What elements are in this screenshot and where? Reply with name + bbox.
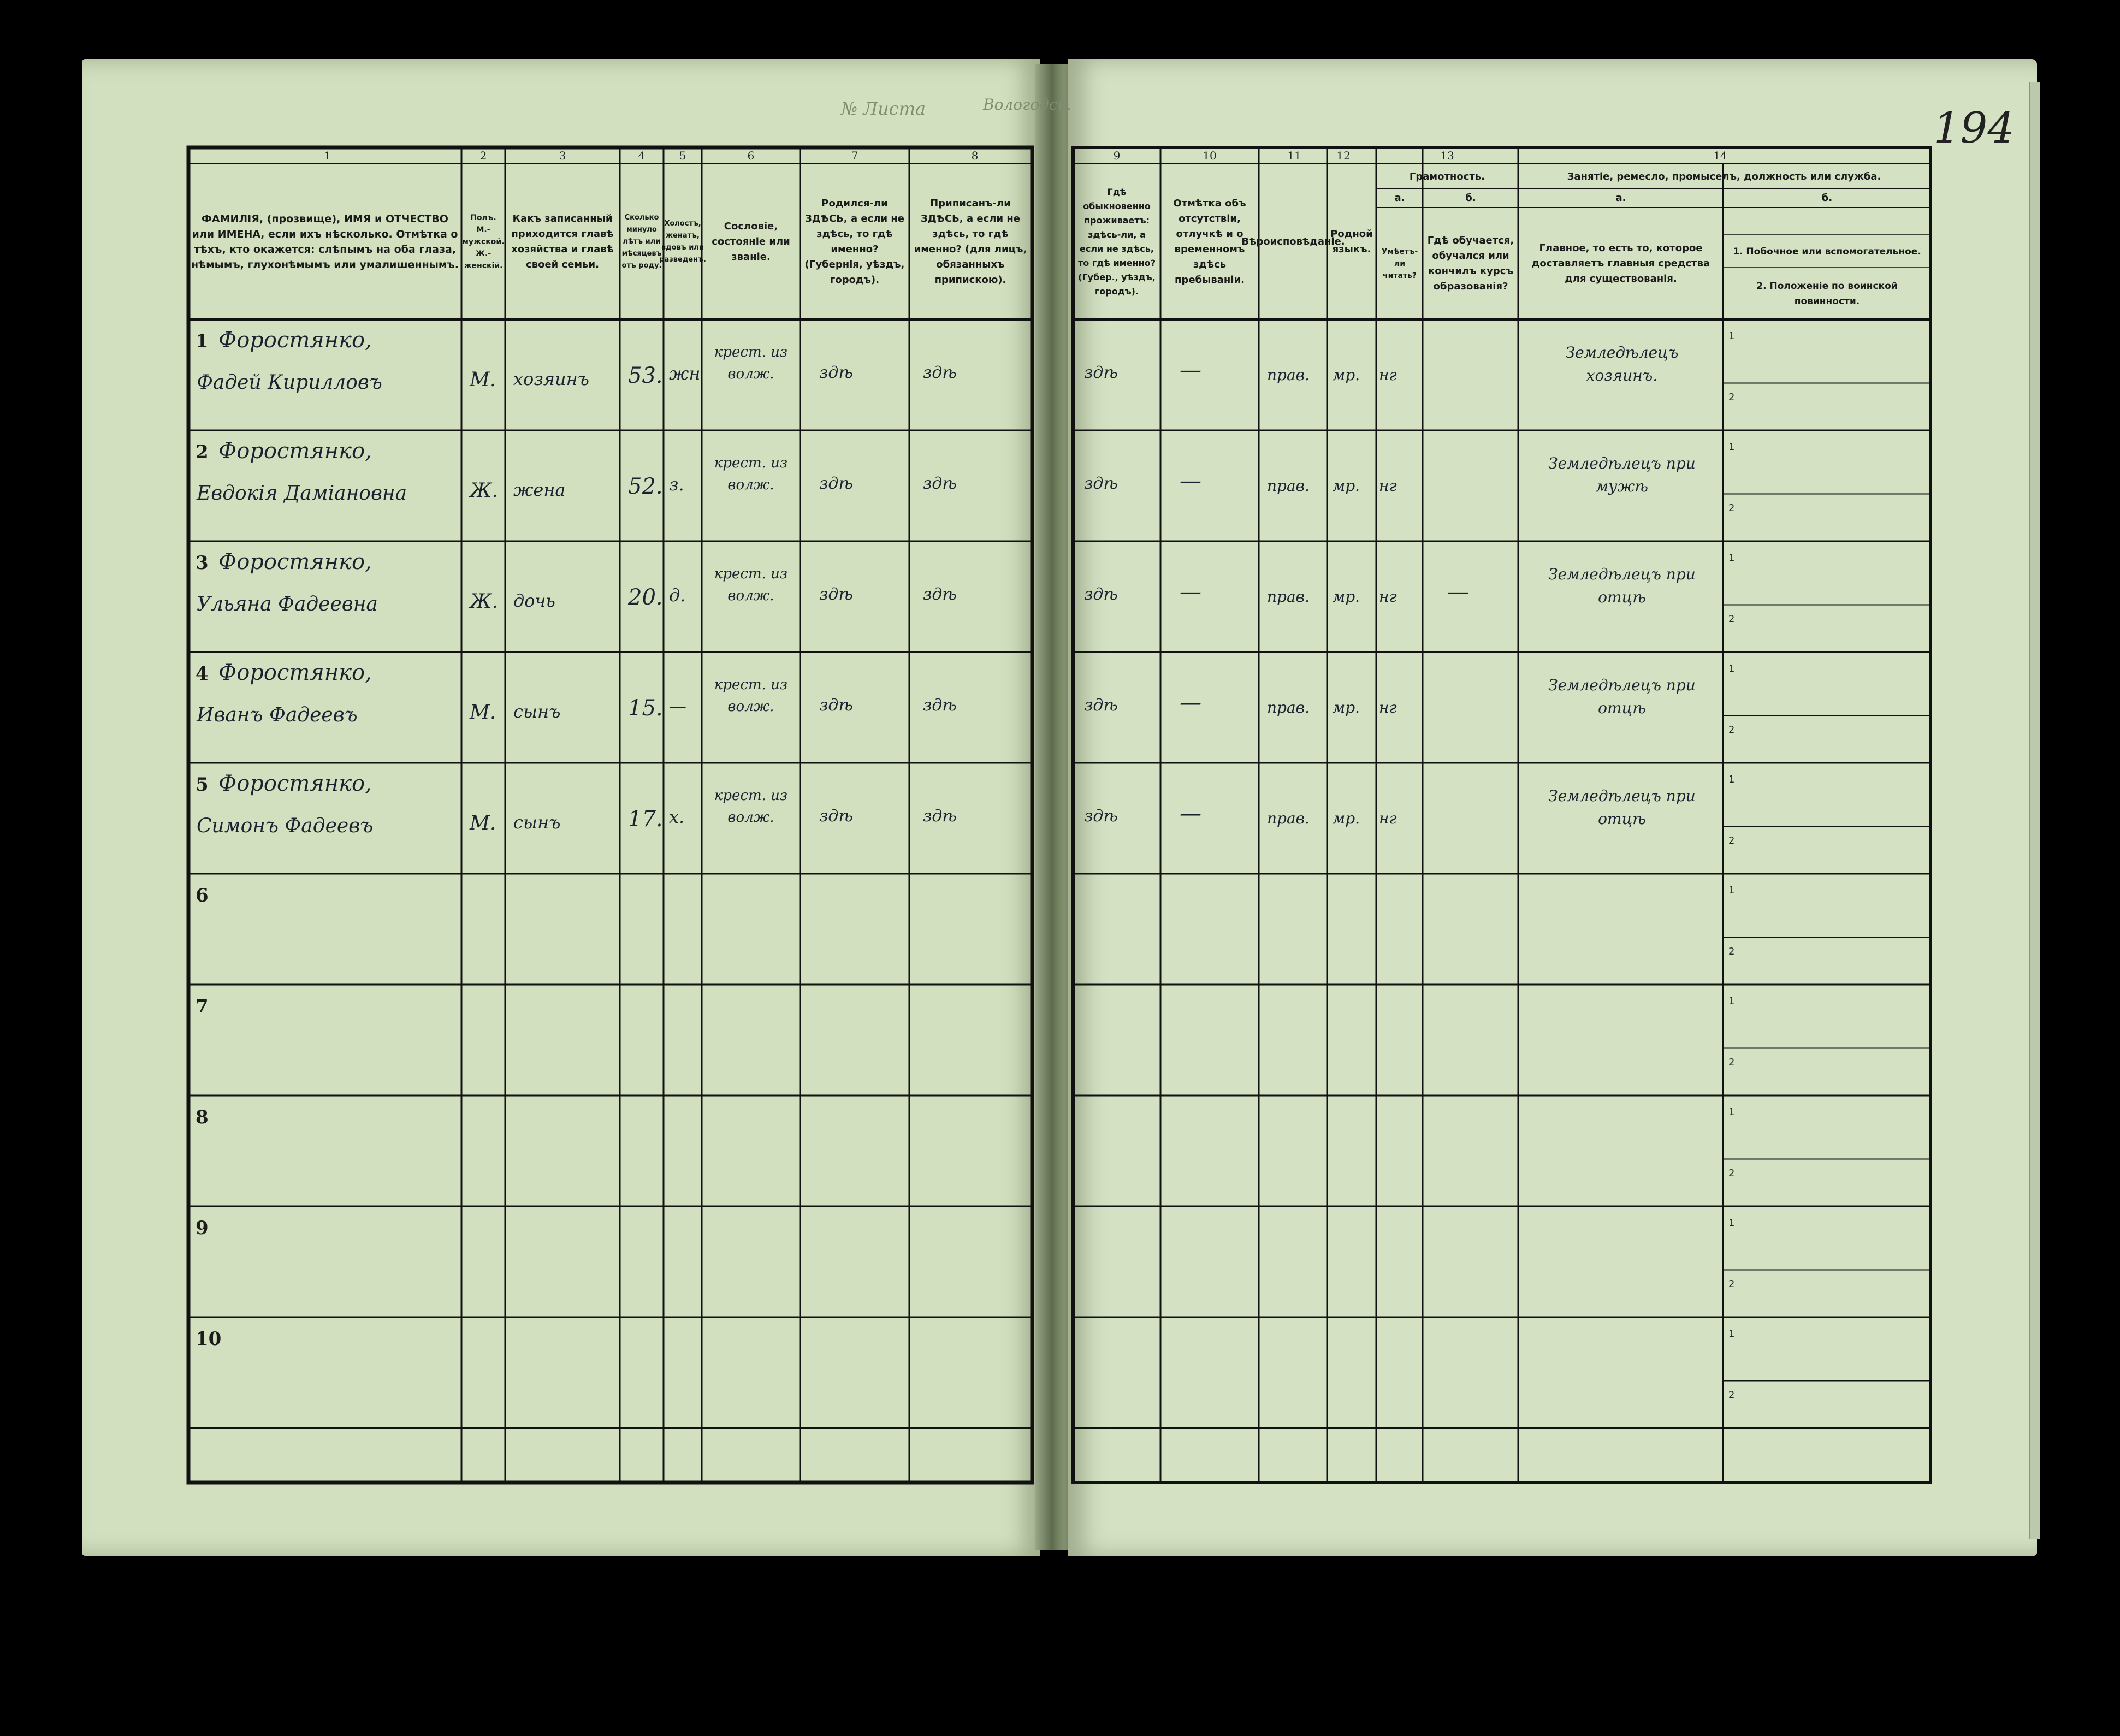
- registration: здѣ: [923, 474, 957, 493]
- absence: —: [1180, 469, 1201, 494]
- row-number: 7: [196, 996, 209, 1017]
- literate: нг: [1379, 477, 1397, 495]
- header-relation: Какъ записанный приходится главѣ хозяйства и главѣ своей семьи.: [511, 212, 614, 270]
- column-number-1: 1: [324, 149, 331, 162]
- row-number: 4: [196, 663, 209, 685]
- estate: крест. из волж.: [714, 344, 788, 382]
- header-marital: Холостъ, женатъ, вдовъ или разведенъ.: [659, 219, 706, 264]
- column-number-7: 7: [851, 149, 858, 162]
- relation: дочь: [513, 590, 555, 611]
- literate: нг: [1379, 698, 1397, 716]
- sub-label-2: 2: [1728, 1278, 1735, 1290]
- birthplace: здѣ: [819, 696, 853, 715]
- marital-status: —: [669, 696, 686, 716]
- header-occupation-b-letter: б.: [1821, 192, 1833, 204]
- sub-label-1: 1: [1728, 1328, 1735, 1340]
- occupation: Земледѣлецъ при отцѣ: [1548, 787, 1696, 828]
- given-names: Ульяна Фадеевна: [197, 593, 378, 615]
- sub-label-1: 1: [1728, 1217, 1735, 1229]
- sub-label-1: 1: [1728, 774, 1735, 785]
- sex: М.: [470, 701, 496, 724]
- header-can-read: Умѣетъ-ли читать?: [1381, 247, 1418, 280]
- birthplace: здѣ: [819, 585, 853, 604]
- surname: Форостянко,: [218, 660, 372, 685]
- religion: прав.: [1267, 366, 1310, 384]
- estate: крест. из волж.: [714, 566, 788, 604]
- sub-label-2: 2: [1728, 1389, 1735, 1401]
- language: мр.: [1333, 588, 1360, 606]
- occupation: Земледѣлецъ при отцѣ: [1548, 676, 1696, 717]
- column-number-8: 8: [971, 149, 979, 162]
- residence: здѣ: [1084, 696, 1118, 715]
- occupation: Земледѣлецъ при мужѣ: [1548, 454, 1696, 495]
- relation: сынъ: [513, 812, 561, 833]
- column-number-14: 14: [1713, 149, 1727, 162]
- header-literacy: Грамотность.: [1409, 171, 1485, 182]
- marital-status: з.: [669, 474, 684, 495]
- column-number-6: 6: [747, 149, 755, 162]
- column-number-11: 11: [1287, 149, 1301, 162]
- literate: нг: [1379, 588, 1397, 606]
- absence: —: [1180, 690, 1201, 715]
- header-occupation: Занятіе, ремесло, промыселъ, должность или служба.: [1567, 171, 1881, 182]
- column-number-12: 12: [1336, 149, 1351, 162]
- birthplace: здѣ: [819, 363, 853, 382]
- sub-label-2: 2: [1728, 724, 1735, 736]
- column-number-4: 4: [638, 149, 646, 162]
- row-number: 10: [196, 1328, 222, 1350]
- language: мр.: [1333, 366, 1360, 384]
- relation: сынъ: [513, 701, 561, 722]
- relation: жена: [513, 479, 566, 500]
- row-number: 3: [196, 552, 209, 574]
- sub-label-2: 2: [1728, 834, 1735, 846]
- sex: Ж.: [470, 590, 498, 613]
- relation: хозяинъ: [513, 369, 589, 389]
- row-number: 8: [196, 1106, 209, 1128]
- residence: здѣ: [1084, 585, 1118, 604]
- header-literacy-b-letter: б.: [1465, 192, 1476, 204]
- header-age: Сколько минуло лѣтъ или мѣсяцевъ отъ роду.: [621, 213, 662, 270]
- column-number-2: 2: [479, 149, 487, 162]
- marital-status: х.: [669, 807, 685, 827]
- given-names: Евдокія Даміановна: [197, 482, 407, 505]
- registration: здѣ: [923, 363, 957, 382]
- literate: нг: [1379, 809, 1397, 827]
- age: 17.: [628, 807, 663, 832]
- header-education: Гдѣ обучается, обучался или кончилъ курсъ образованія?: [1427, 234, 1514, 292]
- row-number: 5: [196, 774, 209, 796]
- language: мр.: [1333, 809, 1360, 827]
- birthplace: здѣ: [819, 474, 853, 493]
- sub-label-2: 2: [1728, 1167, 1735, 1179]
- age: 20.: [628, 585, 663, 610]
- column-number-3: 3: [559, 149, 566, 162]
- column-number-13: 13: [1440, 149, 1454, 162]
- absence: —: [1180, 358, 1201, 383]
- religion: прав.: [1267, 477, 1310, 495]
- header-language: Родной языкъ.: [1330, 228, 1373, 255]
- language: мр.: [1333, 477, 1360, 495]
- header-residence: Гдѣ обыкновенно проживаетъ: здѣсь-ли, а если не здѣсь, то гдѣ именно? (Губер., уѣздъ, городъ).: [1078, 186, 1156, 297]
- language: мр.: [1333, 698, 1360, 716]
- age: 52.: [628, 474, 663, 499]
- surname: Форостянко,: [218, 328, 372, 353]
- religion: прав.: [1267, 588, 1310, 606]
- surname: Форостянко,: [218, 549, 372, 574]
- header-main-occupation: Главное, то есть то, которое доставляетъ главныя средства для существованія.: [1531, 242, 1710, 285]
- header-military: 2. Положеніе по воинской повинности.: [1756, 280, 1898, 307]
- absence: —: [1180, 579, 1201, 605]
- estate: крест. из волж.: [714, 787, 788, 826]
- surname: Форостянко,: [218, 439, 372, 464]
- occupation: Земледѣлецъ хозяинъ.: [1565, 343, 1679, 384]
- occupation: Земледѣлецъ при отцѣ: [1548, 565, 1696, 606]
- registration: здѣ: [923, 696, 957, 715]
- column-number-9: 9: [1113, 149, 1121, 162]
- registration: здѣ: [923, 807, 957, 826]
- literate: нг: [1379, 366, 1397, 384]
- sex: М.: [470, 369, 496, 391]
- age: 53.: [628, 363, 663, 388]
- header-absence: Отмѣтка объ отсутствіи, отлучкѣ и о временномъ здѣсь пребываніи.: [1173, 197, 1246, 286]
- header-birthplace: Родился-ли ЗДѢСЬ, а если не здѣсь, то гдѣ именно? (Губернія, уѣздъ, городъ).: [804, 197, 905, 286]
- sub-label-1: 1: [1728, 330, 1735, 342]
- given-names: Симонъ Фадеевъ: [197, 815, 374, 837]
- row-number: 1: [196, 330, 209, 352]
- sub-label-2: 2: [1728, 391, 1735, 403]
- county-stamp: Вологодск.: [983, 96, 1072, 114]
- given-names: Фадей Кирилловъ: [197, 371, 382, 394]
- estate: крест. из волж.: [714, 455, 788, 493]
- birthplace: здѣ: [819, 807, 853, 826]
- row-number: 9: [196, 1217, 209, 1239]
- sub-label-2: 2: [1728, 945, 1735, 957]
- sub-label-2: 2: [1728, 502, 1735, 514]
- given-names: Иванъ Фадеевъ: [197, 704, 358, 726]
- age: 15.: [628, 696, 663, 721]
- sub-label-1: 1: [1728, 552, 1735, 564]
- sub-label-2: 2: [1728, 613, 1735, 625]
- sub-label-1: 1: [1728, 885, 1735, 896]
- page-number: 194: [1933, 104, 2015, 153]
- absence: —: [1180, 801, 1201, 826]
- sex: М.: [470, 812, 496, 834]
- marital-status: д.: [669, 585, 686, 606]
- registration: здѣ: [923, 585, 957, 604]
- sub-label-1: 1: [1728, 441, 1735, 453]
- religion: прав.: [1267, 698, 1310, 716]
- header-side-occupation: 1. Побочное или вспомогательное.: [1733, 246, 1921, 257]
- list-number-stamp: № Листа: [841, 98, 926, 119]
- header-sex: Полъ. М.-мужской. Ж.-женскій.: [462, 213, 505, 270]
- header-literacy-a-letter: а.: [1394, 192, 1405, 204]
- residence: здѣ: [1084, 474, 1118, 493]
- religion: прав.: [1267, 809, 1310, 827]
- sub-label-1: 1: [1728, 996, 1735, 1007]
- header-occupation-a-letter: а.: [1615, 192, 1626, 204]
- header-name: ФАМИЛІЯ, (прозвище), ИМЯ и ОТЧЕСТВО или ИМЕНА, если ихъ нѣсколько. Отмѣтка о тѣхъ, кто окажется: слѣпымъ на оба глаза, нѣмымъ, глухонѣмымъ или умалишеннымъ.: [191, 212, 459, 271]
- sub-label-1: 1: [1728, 1106, 1735, 1118]
- column-number-5: 5: [679, 149, 686, 162]
- estate: крест. из волж.: [714, 677, 788, 715]
- sub-label-1: 1: [1728, 663, 1735, 674]
- surname: Форостянко,: [218, 771, 372, 796]
- row-number: 6: [196, 885, 209, 906]
- marital-status: жн: [669, 363, 701, 384]
- sub-label-2: 2: [1728, 1056, 1735, 1068]
- education: —: [1447, 579, 1469, 605]
- residence: здѣ: [1084, 807, 1118, 826]
- row-number: 2: [196, 441, 209, 463]
- header-religion: Вѣроисповѣданіе.: [1241, 235, 1345, 247]
- header-estate: Сословіе, состояніе или званіе.: [712, 220, 790, 263]
- header-registration: Приписанъ-ли ЗДѢСЬ, а если не здѣсь, то гдѣ именно? (для лицъ, обязанныхъ припискою).: [914, 197, 1027, 286]
- sex: Ж.: [470, 479, 498, 502]
- column-number-10: 10: [1203, 149, 1217, 162]
- residence: здѣ: [1084, 363, 1118, 382]
